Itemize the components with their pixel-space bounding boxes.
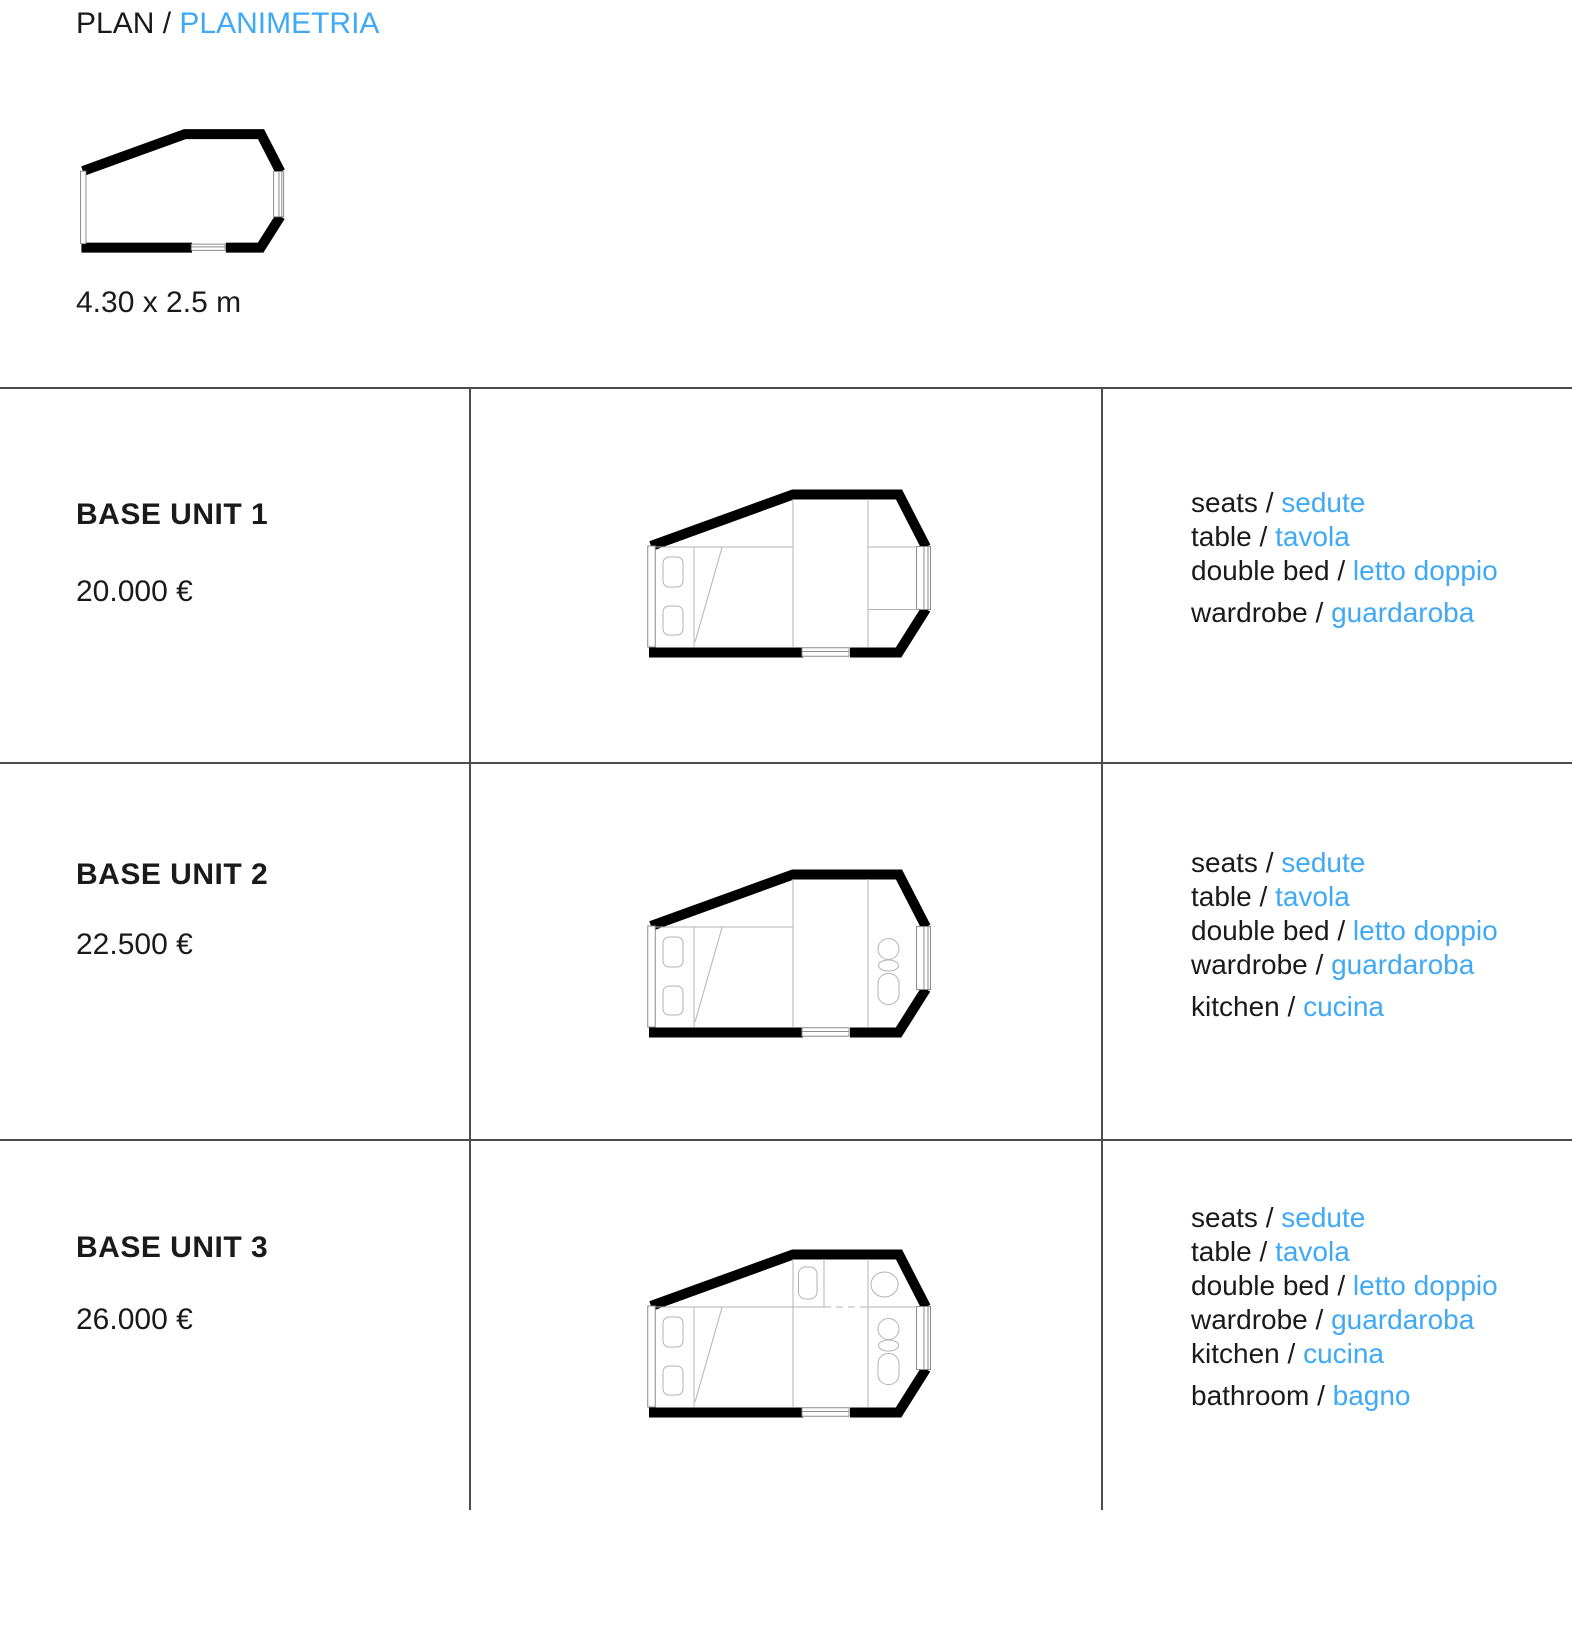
entry-door: [802, 1028, 849, 1037]
bathroom-fixtures: [799, 1267, 899, 1299]
double-bed: [663, 937, 683, 1015]
interior-partitions: [656, 1259, 917, 1407]
feature-en: table: [1191, 1236, 1252, 1267]
feature-separator: /: [1279, 991, 1304, 1022]
plan-outline-walls: [649, 495, 926, 653]
feature-it: guardaroba: [1331, 1304, 1475, 1335]
overview-dimensions: 4.30 x 2.5 m: [76, 286, 242, 319]
feature-item: [1191, 520, 1498, 554]
window: [274, 171, 284, 216]
plan-outline-walls: [649, 875, 926, 1033]
entry-door: [802, 1408, 849, 1417]
feature-item: [1191, 948, 1498, 982]
table-rule-row1-row2: [0, 762, 1572, 764]
side-wall: [648, 926, 656, 1027]
feature-en: double bed: [1191, 915, 1330, 946]
unit-2-feature-list: [1191, 846, 1498, 1024]
feature-item: [1191, 914, 1498, 948]
feature-en: seats: [1191, 1202, 1258, 1233]
unit-1-price: 20.000 €: [76, 575, 193, 608]
feature-item: [1191, 846, 1498, 880]
kitchen-fixtures: [878, 1319, 899, 1385]
entry-door: [191, 244, 225, 250]
plan-outline-walls: [81, 134, 280, 247]
double-bed: [663, 1317, 683, 1395]
interior-partitions: [656, 499, 869, 647]
window: [917, 547, 931, 610]
side-wall: [81, 171, 86, 244]
feature-it: letto doppio: [1352, 1270, 1498, 1301]
feature-item: [1191, 486, 1498, 520]
feature-it: sedute: [1281, 487, 1366, 518]
floor-plan-unit-2-svg: [647, 869, 931, 1037]
feature-it: guardaroba: [1331, 949, 1475, 980]
feature-it: sedute: [1281, 1202, 1366, 1233]
feature-en: kitchen: [1191, 991, 1280, 1022]
entry-door: [802, 648, 849, 657]
unit-3-price: 26.000 €: [76, 1303, 193, 1336]
feature-it: tavola: [1275, 521, 1350, 552]
feature-en: seats: [1191, 487, 1258, 518]
floor-plan-unit-1: [647, 489, 931, 657]
unit-3-feature-list: [1191, 1201, 1498, 1413]
feature-en: kitchen: [1191, 1338, 1280, 1369]
window: [917, 1307, 931, 1370]
feature-separator: /: [1251, 881, 1276, 912]
floor-plan-overview-svg: [80, 130, 284, 251]
feature-en: bathroom: [1191, 1380, 1310, 1411]
feature-separator: /: [1309, 1380, 1333, 1411]
feature-separator: /: [1251, 521, 1276, 552]
unit-3-name: BASE UNIT 3: [76, 1231, 269, 1264]
feature-it: cucina: [1303, 991, 1384, 1022]
feature-it: guardaroba: [1331, 597, 1475, 628]
feature-item: [1191, 1269, 1498, 1303]
floor-plan-unit-3-svg: [647, 1249, 931, 1417]
feature-en: wardrobe: [1191, 597, 1308, 628]
floor-plan-unit-1-svg: [647, 489, 931, 657]
unit-2-name: BASE UNIT 2: [76, 858, 269, 891]
side-wall: [648, 546, 656, 647]
feature-en: wardrobe: [1191, 949, 1308, 980]
feature-it: sedute: [1281, 847, 1366, 878]
table-rule-row2-row3: [0, 1139, 1572, 1141]
unit-1-feature-list: [1191, 486, 1498, 630]
feature-item: [1191, 1303, 1498, 1337]
feature-separator: /: [1329, 555, 1353, 586]
feature-en: table: [1191, 521, 1252, 552]
feature-it: tavola: [1275, 881, 1350, 912]
table-rule-top: [0, 387, 1572, 389]
feature-separator: /: [1279, 1338, 1304, 1369]
table-rule-col1-col2: [469, 387, 471, 1510]
feature-en: double bed: [1191, 555, 1330, 586]
feature-item: [1191, 596, 1498, 630]
feature-it: tavola: [1275, 1236, 1350, 1267]
feature-it: bagno: [1332, 1380, 1411, 1411]
feature-item: [1191, 990, 1498, 1024]
feature-separator: /: [1329, 915, 1353, 946]
floor-plan-unit-3: [647, 1249, 931, 1417]
floor-plan-unit-2: [647, 869, 931, 1037]
feature-item: [1191, 1235, 1498, 1269]
feature-it: letto doppio: [1352, 915, 1498, 946]
page-title-separator: /: [154, 7, 180, 40]
feature-en: table: [1191, 881, 1252, 912]
unit-2-price: 22.500 €: [76, 928, 193, 961]
page-title-en: PLAN: [76, 7, 155, 40]
feature-it: letto doppio: [1352, 555, 1498, 586]
feature-separator: /: [1257, 847, 1282, 878]
feature-item: [1191, 880, 1498, 914]
feature-en: seats: [1191, 847, 1258, 878]
kitchen-fixtures: [878, 939, 899, 1005]
feature-item: [1191, 554, 1498, 588]
feature-item: [1191, 1201, 1498, 1235]
page-title-it: PLANIMETRIA: [179, 7, 380, 40]
feature-separator: /: [1329, 1270, 1353, 1301]
feature-item: [1191, 1337, 1498, 1371]
feature-en: wardrobe: [1191, 1304, 1308, 1335]
double-bed: [663, 557, 683, 635]
floor-plan-overview: [80, 130, 284, 251]
feature-separator: /: [1307, 597, 1332, 628]
table-rule-col2-col3: [1101, 387, 1103, 1510]
window: [917, 927, 931, 990]
feature-separator: /: [1307, 1304, 1332, 1335]
plan-outline-walls: [649, 1255, 926, 1413]
cabinet-lines: [868, 547, 917, 610]
feature-separator: /: [1257, 487, 1282, 518]
side-wall: [648, 1306, 656, 1407]
feature-separator: /: [1307, 949, 1332, 980]
feature-separator: /: [1257, 1202, 1282, 1233]
feature-item: [1191, 1379, 1498, 1413]
feature-en: double bed: [1191, 1270, 1330, 1301]
interior-partitions: [656, 879, 869, 1027]
feature-it: cucina: [1303, 1338, 1384, 1369]
unit-1-name: BASE UNIT 1: [76, 498, 269, 531]
page-title: [76, 9, 379, 39]
feature-separator: /: [1251, 1236, 1276, 1267]
